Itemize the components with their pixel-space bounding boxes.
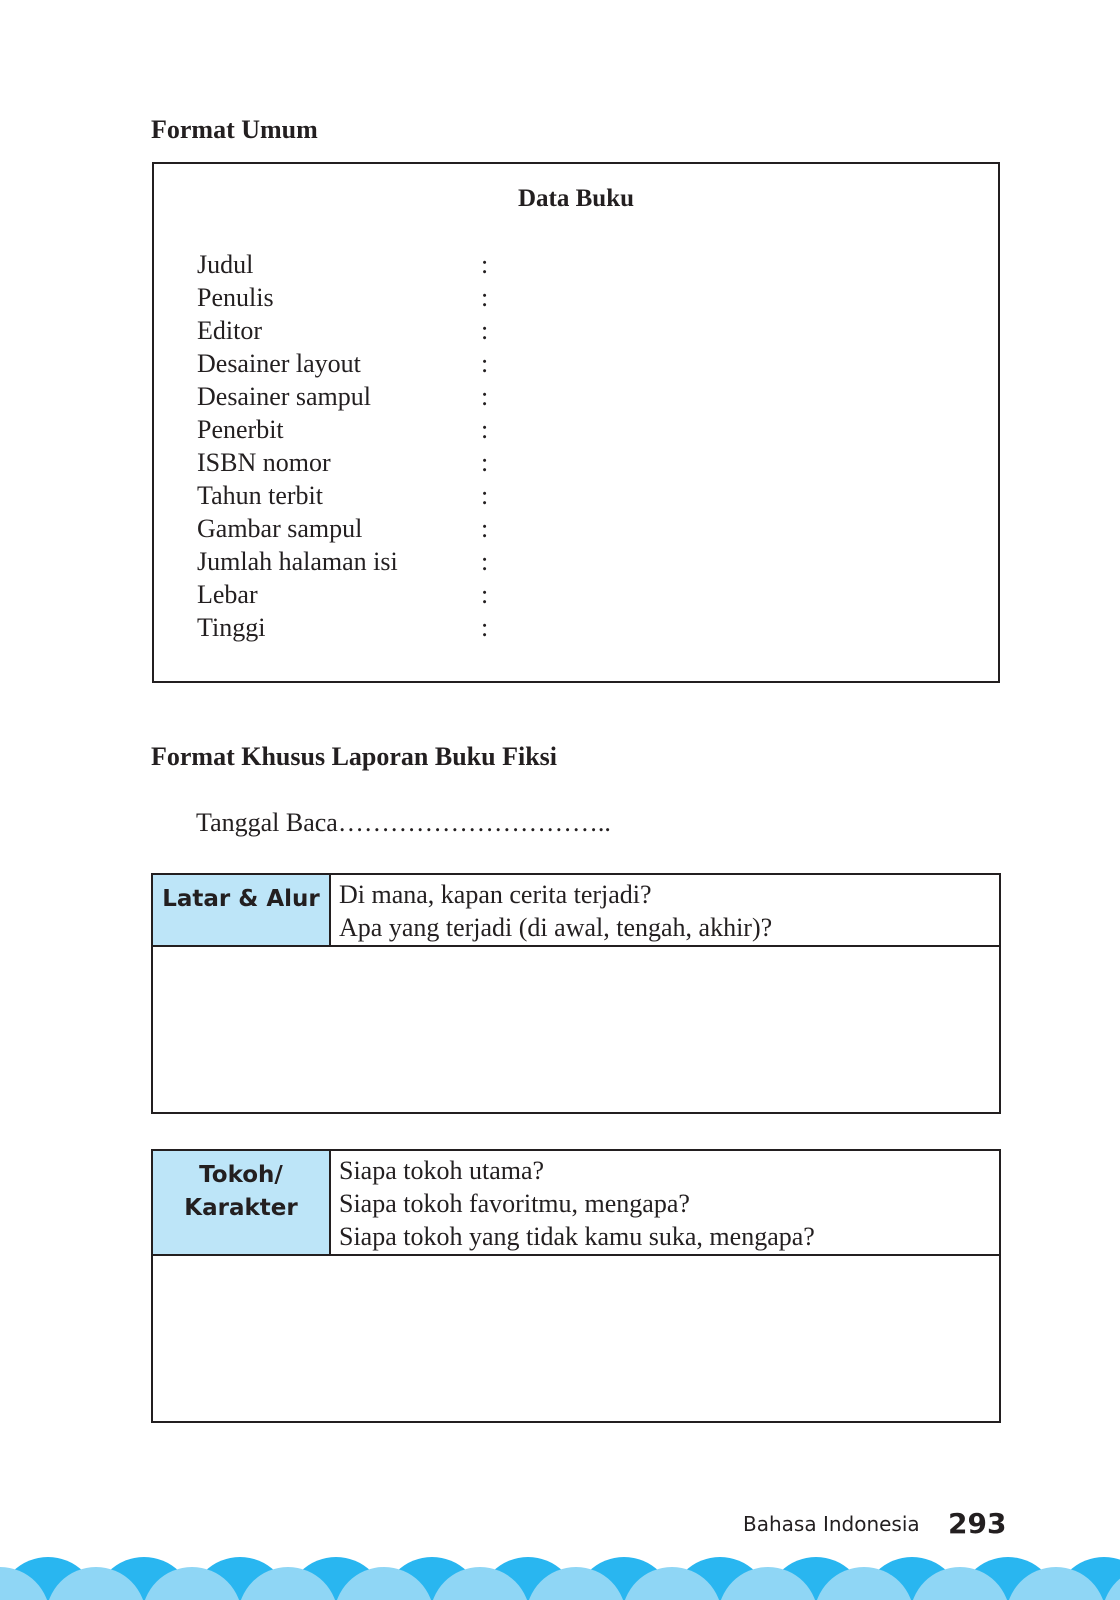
field-label: Penulis — [197, 283, 274, 312]
section-heading-fiction-format: Format Khusus Laporan Buku Fiksi — [151, 742, 558, 771]
character-questions — [331, 1151, 815, 1254]
field-row — [197, 380, 488, 413]
setting-plot-questions — [331, 875, 772, 945]
field-row — [197, 611, 488, 644]
field-row — [197, 578, 488, 611]
book-data-title: Data Buku — [517, 185, 634, 212]
question-line: Siapa tokoh yang tidak kamu suka, mengapa? — [339, 1222, 815, 1251]
question-line: Apa yang terjadi (di awal, tengah, akhir)? — [339, 913, 773, 942]
field-colon: : — [481, 448, 489, 477]
character-table — [151, 1149, 1001, 1423]
field-label: Penerbit — [197, 415, 284, 444]
page-number: 293 — [948, 1507, 1007, 1540]
field-label: Tahun terbit — [197, 481, 323, 510]
table-header-row — [153, 875, 999, 947]
field-label: Editor — [197, 316, 262, 345]
question-line: Di mana, kapan cerita terjadi? — [339, 880, 652, 909]
field-colon: : — [481, 349, 489, 378]
field-label: Judul — [197, 250, 254, 279]
character-label — [153, 1151, 331, 1254]
question-line: Siapa tokoh utama? — [339, 1156, 545, 1185]
field-colon: : — [481, 481, 489, 510]
field-colon: : — [481, 415, 489, 444]
field-colon: : — [481, 547, 489, 576]
field-colon: : — [481, 316, 489, 345]
setting-plot-label — [153, 875, 331, 945]
field-row — [197, 413, 488, 446]
label-line: Karakter — [184, 1195, 298, 1221]
field-row — [197, 314, 488, 347]
footer-book-title: Bahasa Indonesia — [743, 1512, 920, 1536]
field-row — [197, 512, 488, 545]
field-label: Jumlah halaman isi — [197, 547, 398, 576]
setting-plot-table — [151, 873, 1001, 1114]
label-line: Latar & Alur — [162, 886, 320, 912]
field-colon: : — [481, 580, 489, 609]
field-label: Desainer sampul — [197, 382, 372, 411]
field-colon: : — [481, 514, 489, 543]
book-data-box — [152, 162, 1000, 683]
field-label: Gambar sampul — [197, 514, 363, 543]
wave-decoration — [0, 1555, 1120, 1600]
field-label: ISBN nomor — [197, 448, 331, 477]
field-colon: : — [481, 250, 489, 279]
field-colon: : — [481, 613, 489, 642]
field-row — [197, 248, 488, 281]
field-colon: : — [481, 283, 489, 312]
field-row — [197, 347, 488, 380]
table-header-row — [153, 1151, 999, 1256]
field-colon: : — [481, 382, 489, 411]
label-line: Tokoh/ — [199, 1162, 283, 1188]
section-heading-general-format: Format Umum — [151, 115, 318, 144]
field-row — [197, 281, 488, 314]
read-date-line: Tanggal Baca………………………….. — [196, 808, 611, 837]
field-label: Tinggi — [197, 613, 266, 642]
book-data-fields — [197, 248, 488, 644]
field-row — [197, 545, 488, 578]
field-row — [197, 479, 488, 512]
field-label: Lebar — [197, 580, 258, 609]
field-label: Desainer layout — [197, 349, 361, 378]
field-row — [197, 446, 488, 479]
question-line: Siapa tokoh favoritmu, mengapa? — [339, 1189, 690, 1218]
